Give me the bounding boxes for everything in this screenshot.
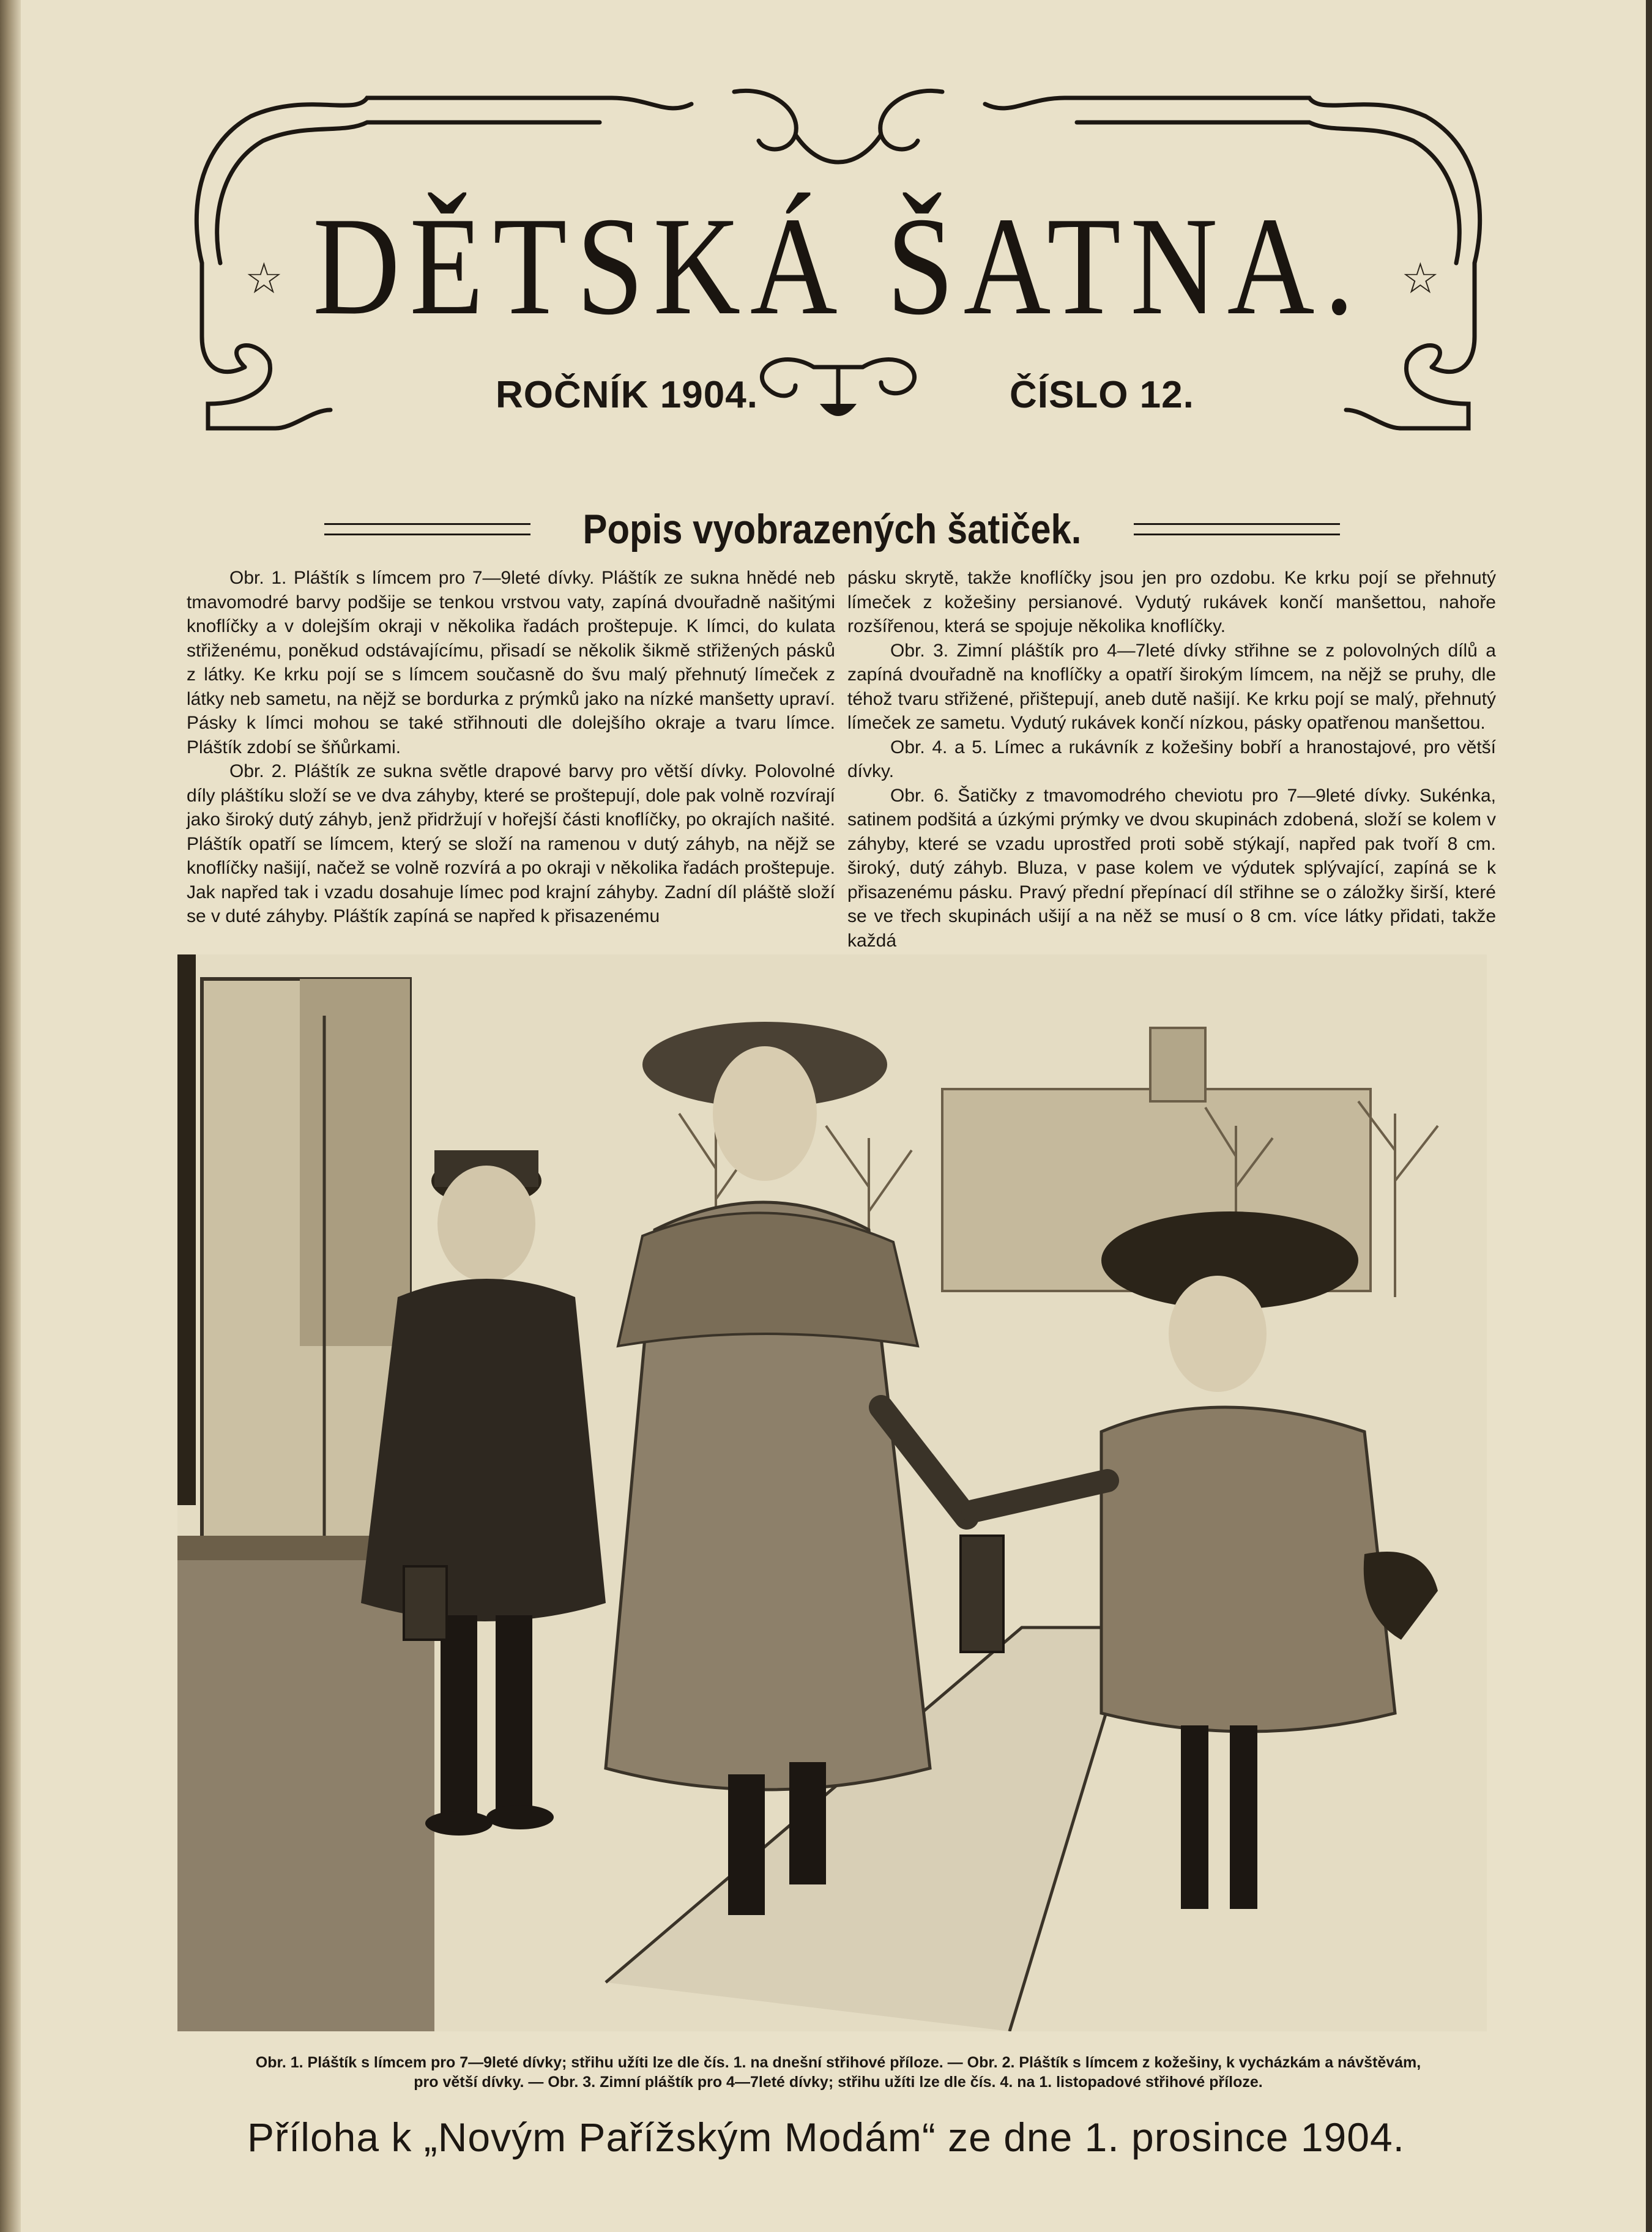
building-column [300,979,410,1346]
text-column-right [847,566,1496,953]
figure-caption [159,2053,1517,2092]
paragraph: Obr. 4. a 5. Límec a rukávník z kožešiny bobří a hranostajové, pro větší dívky. [847,737,1496,781]
paragraph: Obr. 6. Šatičky z tmavomodrého cheviotu pro 7—9leté dívky. Sukénka, satinem podšitá a úzkými prýmky ve dvou skupinách zdobená, složí se kolem v záhyby, které se vzadu uprostřed proti sobě stýkají, napřed pak tvoří 8 cm. široký, dutý záhyb. Bluza, v pase kolem ve výdutek splývající, zapíná se k přisazenému pásku. Pravý přední přepínací díl střihne se o záložky širší, které se ve třech skupinách ušijí a na něž se musí o 8 cm. více látky přidati, takže každá [847,785,1496,951]
distant-dome [1150,1028,1205,1101]
heading-rule-left [324,523,530,535]
supplement-footer: Příloha k „Novým Pařížským Modám“ ze dne 1. prosince 1904. [247,2115,1405,2160]
star-icon: ☆ [245,255,283,302]
masthead [184,80,1493,459]
text-column-left [187,566,835,929]
paragraph: pásku skrytě, takže knoflíčky jsou jen pro ozdobu. Ke krku pojí se přehnutý límeček z kožešiny persianové. Vydutý rukávek končí manšettou, nahoře rozšířenou, která se spojuje několika knoflíčky. [847,568,1496,636]
issue-label: ČÍSLO 12. [1010,374,1194,416]
paragraph: Obr. 2. Pláštík ze sukna světle drapové barvy pro větší dívky. Polovolné díly pláštíku složí se ve dva záhyby, které se proštepují, dole pak volně rozvírají jako široký dutý záhyb, jenž přidržují v hořejší části knoflíčky, po okrajích našité. Pláštík opatří se límcem, který se složí na ramenou v dutý záhyb, na nějž se knoflíčky našijí, načež se volně rozvírá a po okraji v několika řadách proštepuje. Jak napřed tak i vzadu dosahuje límec pod krajní záhyby. Zadní díl pláště složí se v duté záhyby. Pláštík zapíná se napřed k přisazenému [187,761,835,926]
binding-edge [0,0,21,2232]
section-heading-text: Popis vyobrazených šatiček. [582,506,1082,552]
building-edge [177,954,196,1505]
masthead-title: DĚTSKÁ ŠATNA. [313,188,1364,344]
paragraph: Obr. 1. Pláštík s límcem pro 7—9leté dívky. Pláštík ze sukna hnědé neb tmavomodré barvy podšije se tenkou vrstvou vaty, zapíná dvouřadně našitými knoflíčky a v dolejším okraji v několika řadách proštepuje. K límci, do kulata střiženému, poněkud odstávajícímu, přisadí se několik šikmě střižených pásků z látky. Ke krku pojí se s límcem současně do švu malý přehnutý límeček z látky neb sametu, na nějž se bordurka z prýmků jako na nízké manšetty upraví. Pásky k límci mohou se také střihnouti dle dolejšího okraje a tvaru límce. Pláštík zdobí se šňůrkami. [187,568,835,757]
shopfront-base [177,1560,434,2031]
star-icon: ☆ [1401,255,1440,302]
fashion-illustration [177,954,1487,2031]
paragraph: Obr. 3. Zimní pláštík pro 4—7leté dívky střihne se z polovolných dílů a zapíná dvouřadně na knoflíčky a opatří širokým límcem, na nějž se pruhy, dle téhož tvaru střižené, přištepují, aneb dutě našijí. Ke krku pojí se malý, přehnutý límeček ze sametu. Vydutý rukávek končí nízkou, pásky opatřenou manšettou. [847,640,1496,733]
volume-label: ROČNÍK 1904. [496,374,758,416]
section-heading [324,502,1340,557]
heading-rule-right [1134,523,1340,535]
caption-line: pro větší dívky. — Obr. 3. Zimní pláštík pro 4—7leté dívky; střihu užíti lze dle čís. 4. na 1. listopadové střihové příloze. [414,2074,1263,2091]
caption-line: Obr. 1. Pláštík s límcem pro 7—9leté dívky; střihu užíti lze dle čís. 1. na dnešní střihové příloze. — Obr. 2. Pláštík s límcem z kožešiny, k vycházkám a návštěvám, [255,2054,1421,2071]
hand-bag [961,1536,1003,1652]
page-right-edge [1646,0,1652,2232]
